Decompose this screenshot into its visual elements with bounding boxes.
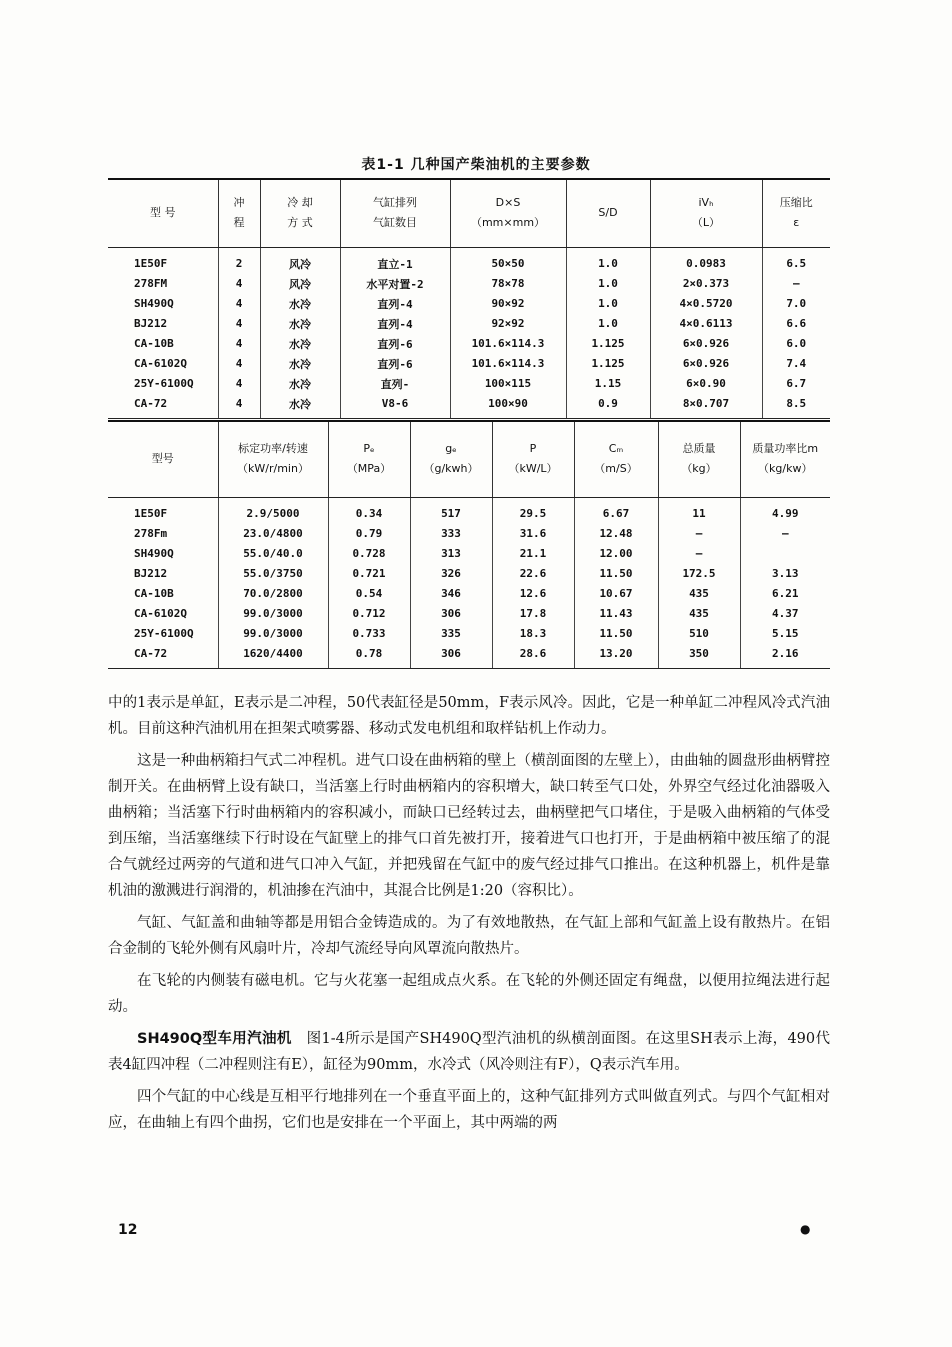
engine-parameter-table-1 <box>108 178 830 419</box>
table-cell: 278Fm <box>134 527 168 540</box>
table1-header-7-line1: 压缩比 <box>779 196 813 210</box>
paragraph-1: 中的1表示是单缸，E表示是二冲程，50代表缸径是50mm，F表示风冷。因此，它是一种单缸二冲程风冷式汽油机。目前这种汽油机用在担架式喷雾器、移动式发电机组和取样钻机上作动力。 <box>108 695 830 737</box>
table-cell: 1E50F <box>134 507 168 520</box>
section-heading-sh490q: SH490Q型车用汽油机 <box>137 1031 292 1047</box>
table-cell: 29.5 <box>492 497 574 524</box>
table-cell: 0.733 <box>328 624 410 644</box>
table2-header-6-line1: 总质量 <box>682 442 716 456</box>
table-cell: CA-72 <box>108 644 218 669</box>
table-cell: 直列- <box>340 374 450 394</box>
table-cell: BJ212 <box>134 317 168 330</box>
table2-header-2-line1: Pₑ <box>363 442 375 456</box>
table-cell: 18.3 <box>492 624 574 644</box>
table-cell: 4.99 <box>740 497 830 524</box>
paragraph-6: 四个气缸的中心线是互相平行地排列在一个垂直平面上的，这种气缸排列方式叫做直列式。与四个气缸相对应，在曲轴上有四个曲拐，它们也是安排在一个平面上，其中两端的两 <box>108 1089 830 1131</box>
table-cell: 100×115 <box>450 374 566 394</box>
table-row <box>108 354 830 374</box>
table-row <box>108 604 830 624</box>
table-cell: 1.0 <box>566 294 650 314</box>
table2-header-7 <box>740 421 830 497</box>
table-cell: 4 <box>218 374 260 394</box>
table1-header-2 <box>260 179 340 247</box>
table-row <box>108 584 830 604</box>
table-cell: 2×0.373 <box>650 274 762 294</box>
table-cell: 326 <box>410 564 492 584</box>
table-cell: SH490Q <box>134 297 174 310</box>
table-cell: 435 <box>658 584 740 604</box>
engine-parameter-table-2 <box>108 420 830 669</box>
table-cell: 4 <box>218 294 260 314</box>
table-cell: 13.20 <box>574 644 658 669</box>
table-cell: 1.15 <box>566 374 650 394</box>
table-cell: 6×0.90 <box>650 374 762 394</box>
table2-header-4 <box>492 421 574 497</box>
table-cell: 6.0 <box>762 334 830 354</box>
table1-header-1 <box>218 179 260 247</box>
table-cell: 10.67 <box>574 584 658 604</box>
table-cell: 306 <box>410 604 492 624</box>
paragraph-2: 这是一种曲柄箱扫气式二冲程机。进气口设在曲柄箱的壁上（横剖面图的左壁上），由曲轴的圆盘形曲柄臂控制开关。在曲柄臂上设有缺口，当活塞上行时曲柄箱内的容积增大，缺口转至气口处，外界空气经过化油器吸入曲柄箱；当活塞下行时曲柄箱内的容积减小，而缺口已经转过去，曲柄壁把气口堵住，于是吸入曲柄箱的气体受到压缩，当活塞继续下行时设在气缸壁上的排气口首先被打开，接着进气口也打开，于是曲柄箱中被压缩了的混合气就经过两旁的气道和进气口冲入气缸，并把残留在气缸中的废气经过排气口推出。在这种机器上，机件是靠机油的激溅进行润滑的，机油掺在汽油中，其混合比例是1:20（容积比）。 <box>108 753 830 899</box>
table-cell: 水冷 <box>260 354 340 374</box>
table1-header-5-line1: S/D <box>598 206 618 220</box>
table-cell: — <box>658 524 740 544</box>
table1-header-4-line1: D×S <box>495 196 521 210</box>
table-cell <box>740 544 830 564</box>
table1-header-6-line2: （L） <box>691 216 721 230</box>
table-row <box>108 274 830 294</box>
page-number: 12 <box>118 1222 138 1238</box>
table2-header-5-line1: Cₘ <box>608 442 624 456</box>
table1-header-7-line2: ε <box>793 216 800 230</box>
table-cell: 0.9 <box>566 394 650 419</box>
table-cell: 水冷 <box>260 294 340 314</box>
table-cell: 6.5 <box>762 247 830 274</box>
table2-body <box>108 497 830 668</box>
table-cell: 517 <box>410 497 492 524</box>
table-row <box>108 334 830 354</box>
table-cell: 99.0/3000 <box>218 604 328 624</box>
table1-header-6-line1: iVₕ <box>698 196 714 210</box>
table2-header-2-line2: （MPa） <box>346 462 392 476</box>
table2-header-0 <box>108 421 218 497</box>
table-row <box>108 564 830 584</box>
table-cell: 90×92 <box>450 294 566 314</box>
table1-header-1-line2: 程 <box>233 216 245 230</box>
table1-header-5 <box>566 179 650 247</box>
table2-header-2 <box>328 421 410 497</box>
table-cell: 6.6 <box>762 314 830 334</box>
table1-header-4-line2: （mm×mm） <box>470 216 546 230</box>
table-cell: 4×0.6113 <box>650 314 762 334</box>
table-cell: 0.721 <box>328 564 410 584</box>
table-cell: 313 <box>410 544 492 564</box>
table-cell: 水冷 <box>260 314 340 334</box>
table-cell: 12.6 <box>492 584 574 604</box>
table-cell: CA-6102Q <box>134 357 187 370</box>
table-cell: 78×78 <box>450 274 566 294</box>
table-cell: 2 <box>218 247 260 274</box>
table-cell: 435 <box>658 604 740 624</box>
table2-header-3-line2: （g/kwh） <box>423 462 479 476</box>
table-cell: 7.0 <box>762 294 830 314</box>
table-cell: — <box>762 274 830 294</box>
table-cell: BJ212 <box>134 567 168 580</box>
table-cell: 21.1 <box>492 544 574 564</box>
table-cell: 100×90 <box>450 394 566 419</box>
table-cell: 6.21 <box>740 584 830 604</box>
table-cell: 6×0.926 <box>650 334 762 354</box>
table-cell: 11 <box>658 497 740 524</box>
table-cell: 0.54 <box>328 584 410 604</box>
table-row <box>108 524 830 544</box>
table-cell: 11.43 <box>574 604 658 624</box>
table-cell: 4 <box>218 394 260 419</box>
table-cell: 1.0 <box>566 274 650 294</box>
table-cell: 直列-4 <box>340 294 450 314</box>
table-row <box>108 497 830 524</box>
table-cell: 0.0983 <box>650 247 762 274</box>
table-cell: 风冷 <box>260 274 340 294</box>
table-cell: 4×0.5720 <box>650 294 762 314</box>
table-cell: 55.0/3750 <box>218 564 328 584</box>
table2-header-4-line1: P <box>529 442 537 456</box>
table-cell: 12.48 <box>574 524 658 544</box>
table-row <box>108 247 830 274</box>
table-cell: 2.16 <box>740 644 830 669</box>
table-cell: 3.13 <box>740 564 830 584</box>
table-cell: 4 <box>218 314 260 334</box>
paragraph-5-body: 图1-4所示是国产SH490Q型汽油机的纵横剖面图。在这里SH表示上海，490代表4缸四冲程（二冲程则注有E），缸径为90mm，水冷式（风冷则注有F），Q表示汽车用。 <box>108 1031 831 1073</box>
table2-header-5-line2: （m/S） <box>594 462 638 476</box>
table-cell: 510 <box>658 624 740 644</box>
table-cell: 346 <box>410 584 492 604</box>
table2-header-3 <box>410 421 492 497</box>
table-row <box>108 314 830 334</box>
table2-header-row <box>108 421 830 497</box>
table-cell: 水平对置-2 <box>340 274 450 294</box>
table2-header-1-line1: 标定功率/转速 <box>238 442 308 456</box>
table-cell: 7.4 <box>762 354 830 374</box>
body-text <box>108 690 830 1142</box>
table-cell: 25Y-6100Q <box>134 377 194 390</box>
table-row <box>108 374 830 394</box>
table-cell: 4.37 <box>740 604 830 624</box>
table1-header-4 <box>450 179 566 247</box>
table1-header-1-line1: 冲 <box>233 196 245 210</box>
table1-header-6 <box>650 179 762 247</box>
table1-header-3-line1: 气缸排列 <box>373 196 417 210</box>
table-cell: 4 <box>218 334 260 354</box>
table-cell: — <box>658 544 740 564</box>
table-cell: — <box>740 524 830 544</box>
table-cell: 5.15 <box>740 624 830 644</box>
table-cell: 50×50 <box>450 247 566 274</box>
table-cell: 直列-6 <box>340 334 450 354</box>
table-cell: 55.0/40.0 <box>218 544 328 564</box>
table-cell: 22.6 <box>492 564 574 584</box>
table-cell: 0.728 <box>328 544 410 564</box>
table-cell: 水冷 <box>260 394 340 419</box>
table-cell: 6×0.926 <box>650 354 762 374</box>
table-cell: V8-6 <box>340 394 450 419</box>
table1-header-3 <box>340 179 450 247</box>
table-cell: SH490Q <box>134 547 174 560</box>
table1-header-7 <box>762 179 830 247</box>
table1-header-2-line2: 方 式 <box>287 216 313 230</box>
table-cell: 8×0.707 <box>650 394 762 419</box>
table-cell: 70.0/2800 <box>218 584 328 604</box>
table-cell: 1.0 <box>566 314 650 334</box>
table-cell: 333 <box>410 524 492 544</box>
table-cell: 4 <box>218 354 260 374</box>
footer-mark: ● <box>800 1222 811 1236</box>
table-cell: 12.00 <box>574 544 658 564</box>
table2-header-1-line2: （kW/r/min） <box>237 462 309 476</box>
table-cell: CA-72 <box>108 394 218 419</box>
paragraph-5 <box>108 1026 830 1078</box>
table2-header-0-line1: 型号 <box>151 452 174 466</box>
table-cell: 11.50 <box>574 564 658 584</box>
paragraph-3: 气缸、气缸盖和曲轴等都是用铝合金铸造成的。为了有效地散热，在气缸上部和气缸盖上设有散热片。在铝合金制的飞轮外侧有风扇叶片，冷却气流经导向风罩流向散热片。 <box>108 915 830 957</box>
table-row <box>108 394 830 419</box>
table-row <box>108 294 830 314</box>
table-cell: 17.8 <box>492 604 574 624</box>
table-cell: 0.34 <box>328 497 410 524</box>
table-cell: 0.712 <box>328 604 410 624</box>
table-title: 表1-1 几种国产柴油机的主要参数 <box>361 157 591 173</box>
table1-header-0-line1: 型 号 <box>150 206 176 220</box>
table-cell: 335 <box>410 624 492 644</box>
table2-header-7-line1: 质量功率比m <box>752 442 819 456</box>
table-cell: 风冷 <box>260 247 340 274</box>
table-cell: 1.125 <box>566 354 650 374</box>
table1-header-3-line2: 气缸数目 <box>373 216 417 230</box>
table-cell: CA-10B <box>134 587 174 600</box>
table-cell: 直列-6 <box>340 354 450 374</box>
table-cell: 99.0/3000 <box>218 624 328 644</box>
table-cell: CA-6102Q <box>134 607 187 620</box>
table2-header-3-line1: gₑ <box>445 442 457 456</box>
table-cell: 0.79 <box>328 524 410 544</box>
table1-header-0 <box>108 179 218 247</box>
table1-body <box>108 247 830 418</box>
table-cell: 1620/4400 <box>218 644 328 669</box>
table-cell: 31.6 <box>492 524 574 544</box>
table-cell: 350 <box>658 644 740 669</box>
table-row <box>108 644 830 669</box>
table-cell: 6.67 <box>574 497 658 524</box>
table-cell: CA-10B <box>134 337 174 350</box>
table2-header-6-line2: （kg） <box>681 462 717 476</box>
table2-header-4-line2: （kW/L） <box>508 462 558 476</box>
table1-header-row <box>108 179 830 247</box>
table-cell: 1.0 <box>566 247 650 274</box>
table-cell: 4 <box>218 274 260 294</box>
paragraph-4: 在飞轮的内侧装有磁电机。它与火花塞一起组成点火系。在飞轮的外侧还固定有绳盘，以便用拉绳法进行起动。 <box>108 973 830 1015</box>
table-row <box>108 544 830 564</box>
table-cell: 1E50F <box>134 257 168 270</box>
table1-header-2-line1: 冷 却 <box>287 196 313 210</box>
table-cell: 8.5 <box>762 394 830 419</box>
table-cell: 23.0/4800 <box>218 524 328 544</box>
table-cell: 11.50 <box>574 624 658 644</box>
table2-header-5 <box>574 421 658 497</box>
table-cell: 92×92 <box>450 314 566 334</box>
table-cell: 水冷 <box>260 334 340 354</box>
table-row <box>108 624 830 644</box>
table-cell: 直列-4 <box>340 314 450 334</box>
table-cell: 101.6×114.3 <box>450 334 566 354</box>
table2-header-6 <box>658 421 740 497</box>
table-cell: 水冷 <box>260 374 340 394</box>
table2-header-7-line2: （kg/kw） <box>758 462 813 476</box>
table-cell: 172.5 <box>658 564 740 584</box>
table-cell: 25Y-6100Q <box>134 627 194 640</box>
table-cell: 28.6 <box>492 644 574 669</box>
table-cell: 2.9/5000 <box>218 497 328 524</box>
table-cell: 1.125 <box>566 334 650 354</box>
table-cell: 0.78 <box>328 644 410 669</box>
table-cell: 306 <box>410 644 492 669</box>
table2-header-1 <box>218 421 328 497</box>
table-cell: 直立-1 <box>340 247 450 274</box>
table-cell: 278FM <box>134 277 168 290</box>
table-cell: 101.6×114.3 <box>450 354 566 374</box>
table-cell: 6.7 <box>762 374 830 394</box>
